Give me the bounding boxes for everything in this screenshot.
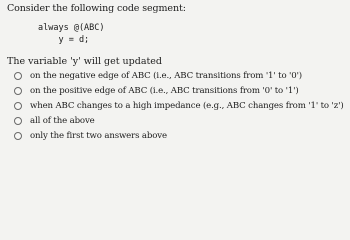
answer-option-2[interactable] (14, 83, 344, 98)
radio-button[interactable] (14, 132, 22, 140)
answer-option-1[interactable] (14, 68, 344, 83)
code-line: always @(ABC) (38, 23, 105, 33)
answer-options (14, 68, 344, 143)
radio-button[interactable] (14, 117, 22, 125)
code-block (38, 22, 105, 46)
radio-button[interactable] (14, 72, 22, 80)
radio-button[interactable] (14, 102, 22, 110)
answer-option-label: on the negative edge of ABC (i.e., ABC transitions from '1' to '0') (30, 70, 303, 81)
question-prompt: The variable 'y' will get updated (7, 56, 163, 67)
answer-option-label: when ABC changes to a high impedance (e.g., ABC changes from '1' to 'z') (30, 100, 344, 111)
radio-button[interactable] (14, 87, 22, 95)
answer-option-label: on the positive edge of ABC (i.e., ABC transitions from '0' to '1') (30, 85, 299, 96)
answer-option-4[interactable] (14, 113, 344, 128)
answer-option-5[interactable] (14, 128, 344, 143)
answer-option-3[interactable] (14, 98, 344, 113)
answer-option-label: only the first two answers above (30, 130, 167, 141)
question-intro: Consider the following code segment: (7, 3, 186, 14)
answer-option-label: all of the above (30, 115, 95, 126)
code-line: y = d; (38, 35, 90, 45)
